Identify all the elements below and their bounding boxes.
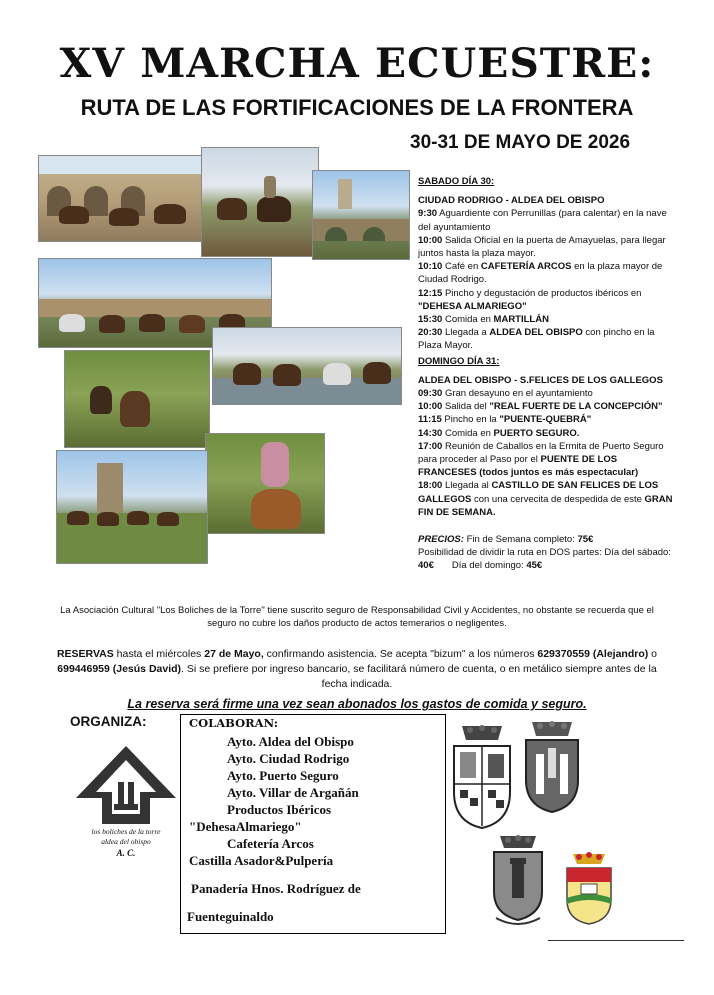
schedule-item: 12:15 Pincho y degustación de productos ibéricos en "DEHESA ALMARIEGO" [418, 287, 642, 312]
schedule-item: 10:00 Salida Oficial en la puerta de Amayuelas, para llegar juntos hasta la plaza mayor. [418, 234, 666, 260]
collaborator: Ayto. Puerto Seguro [227, 768, 339, 783]
coat-of-arms-icon [490, 832, 546, 930]
coat-of-arms-icon [450, 722, 514, 830]
divider-line [548, 940, 684, 941]
schedule-item: 10:00 Salida del "REAL FUERTE DE LA CONCEPCIÓN" [418, 401, 663, 413]
coat-of-arms-icon [522, 718, 582, 814]
prices-split: Posibilidad de dividir la ruta en DOS partes: Día del sábado: 40€ Día del domingo: 45€ [418, 547, 671, 572]
collaborator: Fuenteguinaldo [187, 909, 274, 924]
schedule-item: 20:30 Llegada a ALDEA DEL OBISPO con pincho en la Plaza Mayor. [418, 327, 655, 352]
collaborator: Cafetería Arcos [227, 836, 314, 851]
schedule [418, 173, 676, 573]
poster-title: XV MARCHA ECUESTRE: [59, 40, 655, 87]
event-date: 30-31 DE MAYO DE 2026 [410, 132, 631, 153]
sunday-route: ALDEA DEL OBISPO - S.FELICES DE LOS GALLEGOS [418, 374, 663, 386]
collaborator: Ayto. Villar de Argañán [227, 785, 359, 800]
photo-rider-trail [64, 350, 210, 448]
collaborator: "DehesaAlmariego" [189, 819, 302, 834]
schedule-item: 9:30 Aguardiente con Perrunillas (para calentar) en la nave del ayuntamiento [418, 208, 667, 233]
photo-plaza-arches [38, 155, 202, 242]
logo-text: A. C. [116, 848, 136, 858]
colaboran-box [180, 714, 446, 934]
photo-riders-hill [201, 147, 319, 257]
photo-river-crossing [212, 327, 402, 405]
collaborator: Ayto. Ciudad Rodrigo [227, 751, 350, 766]
saturday-route: CIUDAD RODRIGO - ALDEA DEL OBISPO [418, 195, 605, 207]
sunday-heading: DOMINGO DÍA 31: [418, 355, 500, 367]
insurance-note: La Asociación Cultural "Los Boliches de la Torre" tiene suscrito seguro de Responsabilidad Civil y Accidentes, no obstante se recuerda que el seguro no cubre los daños producto de actos temerarios o negligentes. [60, 605, 654, 629]
poster-subtitle: RUTA DE LAS FORTIFICACIONES DE LA FRONTERA [80, 95, 634, 120]
schedule-item: 09:30 Gran desayuno en el ayuntamiento [418, 388, 593, 400]
saturday-heading: SABADO DÍA 30: [418, 176, 495, 187]
schedule-item: 17:00 Reunión de Caballos en la Ermita de Puerto Seguro para proceder al Paso por el PUENTE DE LOS FRANCESES (todos juntos es más espectacular) [418, 440, 664, 479]
organizer-logo [66, 742, 186, 828]
collaborator: Panadería Hnos. Rodríguez de [191, 881, 361, 896]
photo-stone-bridge [312, 170, 410, 260]
logo-text: aldea del obispo [101, 837, 151, 846]
photo-rider-closeup [205, 433, 325, 534]
coat-of-arms-icon [563, 850, 615, 926]
schedule-item: 15:30 Comida en MARTILLÁN [418, 314, 549, 326]
collaborator: Castilla Asador&Pulpería [189, 853, 334, 868]
schedule-item: 18:00 Llegada al CASTILLO DE SAN FELICES DE LOS GALLEGOS con una cervecita de despedida de este GRAN FIN DE SEMANA. [418, 480, 673, 518]
prices: PRECIOS: Fin de Semana completo: 75€ [418, 534, 594, 546]
booking-firm-note: La reserva será firme una vez sean abonados los gastos de comida y seguro. [127, 697, 587, 711]
collaborator: Ayto. Aldea del Obispo [227, 734, 354, 749]
schedule-item: 10:10 Café en CAFETERÍA ARCOS en la plaza mayor de Ciudad Rodrigo. [418, 261, 663, 286]
colaboran-label: COLABORAN: [189, 716, 278, 730]
schedule-item: 11:15 Pincho en la "PUENTE-QUEBRÁ" [418, 414, 592, 426]
reservas-info: RESERVAS hasta el miércoles 27 de Mayo, confirmando asistencia. Se acepta "bizum" a los números 629370559 (Alejandro) o 699446959 (Jesús David). Si se prefiere por ingreso bancario, se facilitará número de cuenta, o en metálico siempre antes de la fecha indicada. [56, 648, 658, 690]
collaborator: Productos Ibéricos [227, 802, 332, 817]
logo-text: los boliches de la torre [91, 827, 161, 836]
photo-castle-tower [56, 450, 208, 564]
schedule-item: 14:30 Comida en PUERTO SEGURO. [418, 427, 580, 439]
organiza-label: ORGANIZA: [70, 714, 147, 729]
